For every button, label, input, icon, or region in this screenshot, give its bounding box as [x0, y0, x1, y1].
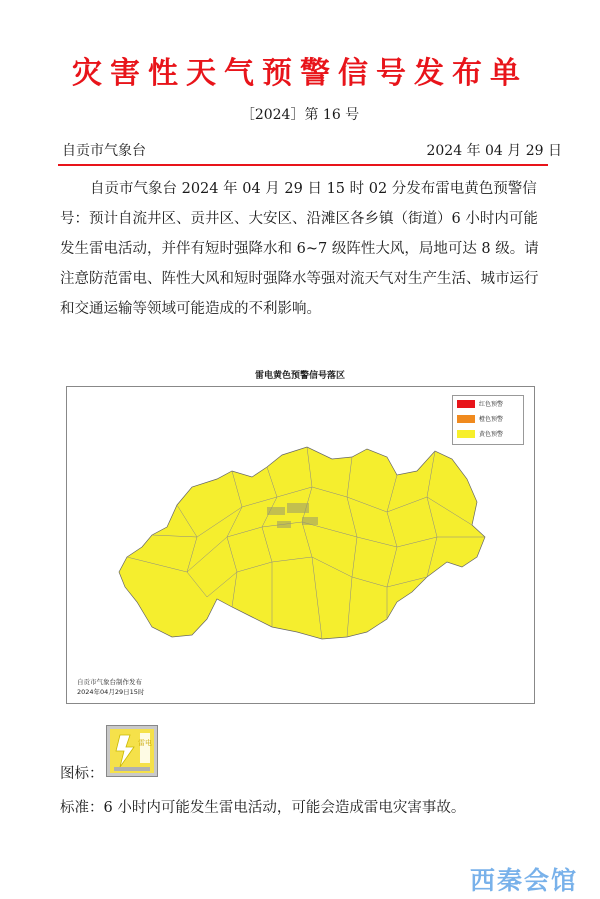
legend-label-orange: 橙色预警	[479, 416, 504, 423]
legend-swatch-yellow	[457, 430, 475, 438]
map-legend	[452, 395, 524, 445]
legend-item-red	[453, 396, 523, 411]
issue-date: 2024 年 04 月 29 日	[426, 143, 562, 159]
icon-label: 图标：	[60, 766, 104, 782]
legend-swatch-red	[457, 400, 475, 408]
document-number: ［2024］第 16 号	[240, 107, 360, 123]
map-footer-time: 2024年04月29日15时	[77, 688, 145, 696]
legend-item-orange	[453, 411, 523, 426]
issuer: 自贡市气象台	[62, 143, 146, 159]
thunder-yellow-warning-icon	[106, 725, 158, 777]
legend-swatch-orange	[457, 415, 475, 423]
legend-label-red: 红色预警	[479, 401, 504, 408]
map-footer-producer: 自贡市气象台制作发布	[77, 678, 142, 686]
thunder-icon-background	[110, 729, 154, 773]
icon-text-char-1: 雷电	[138, 739, 152, 747]
red-divider	[58, 164, 548, 166]
legend-label-yellow: 黄色预警	[479, 431, 504, 438]
map-footer	[77, 677, 144, 697]
watermark-logo: 西秦会馆	[470, 866, 579, 895]
document-title: 灾害性天气预警信号发布单	[72, 56, 528, 91]
standard-text: 标准：6 小时内可能发生雷电活动，可能会造成雷电灾害事故。	[60, 800, 466, 816]
legend-item-yellow	[453, 426, 523, 441]
lightning-bolt-icon	[110, 729, 154, 773]
warning-paragraph: 自贡市气象台 2024 年 04 月 29 日 15 时 02 分发布雷电黄色预警信号：预计自流井区、贡井区、大安区、沿滩区各乡镇（街道）6 小时内可能发生雷电活动，并伴有短时强降水和 6~7 级阵性大风，局地可达 8 级。请注意防范雷电、阵性大风和短时强降水等强对流天气对生产生活、城市运行和交通运输等领域可能造成的不利影响。	[60, 181, 539, 317]
map-title: 雷电黄色预警信号落区	[254, 371, 345, 381]
warning-map	[66, 386, 535, 704]
warning-region-shape	[119, 447, 485, 639]
